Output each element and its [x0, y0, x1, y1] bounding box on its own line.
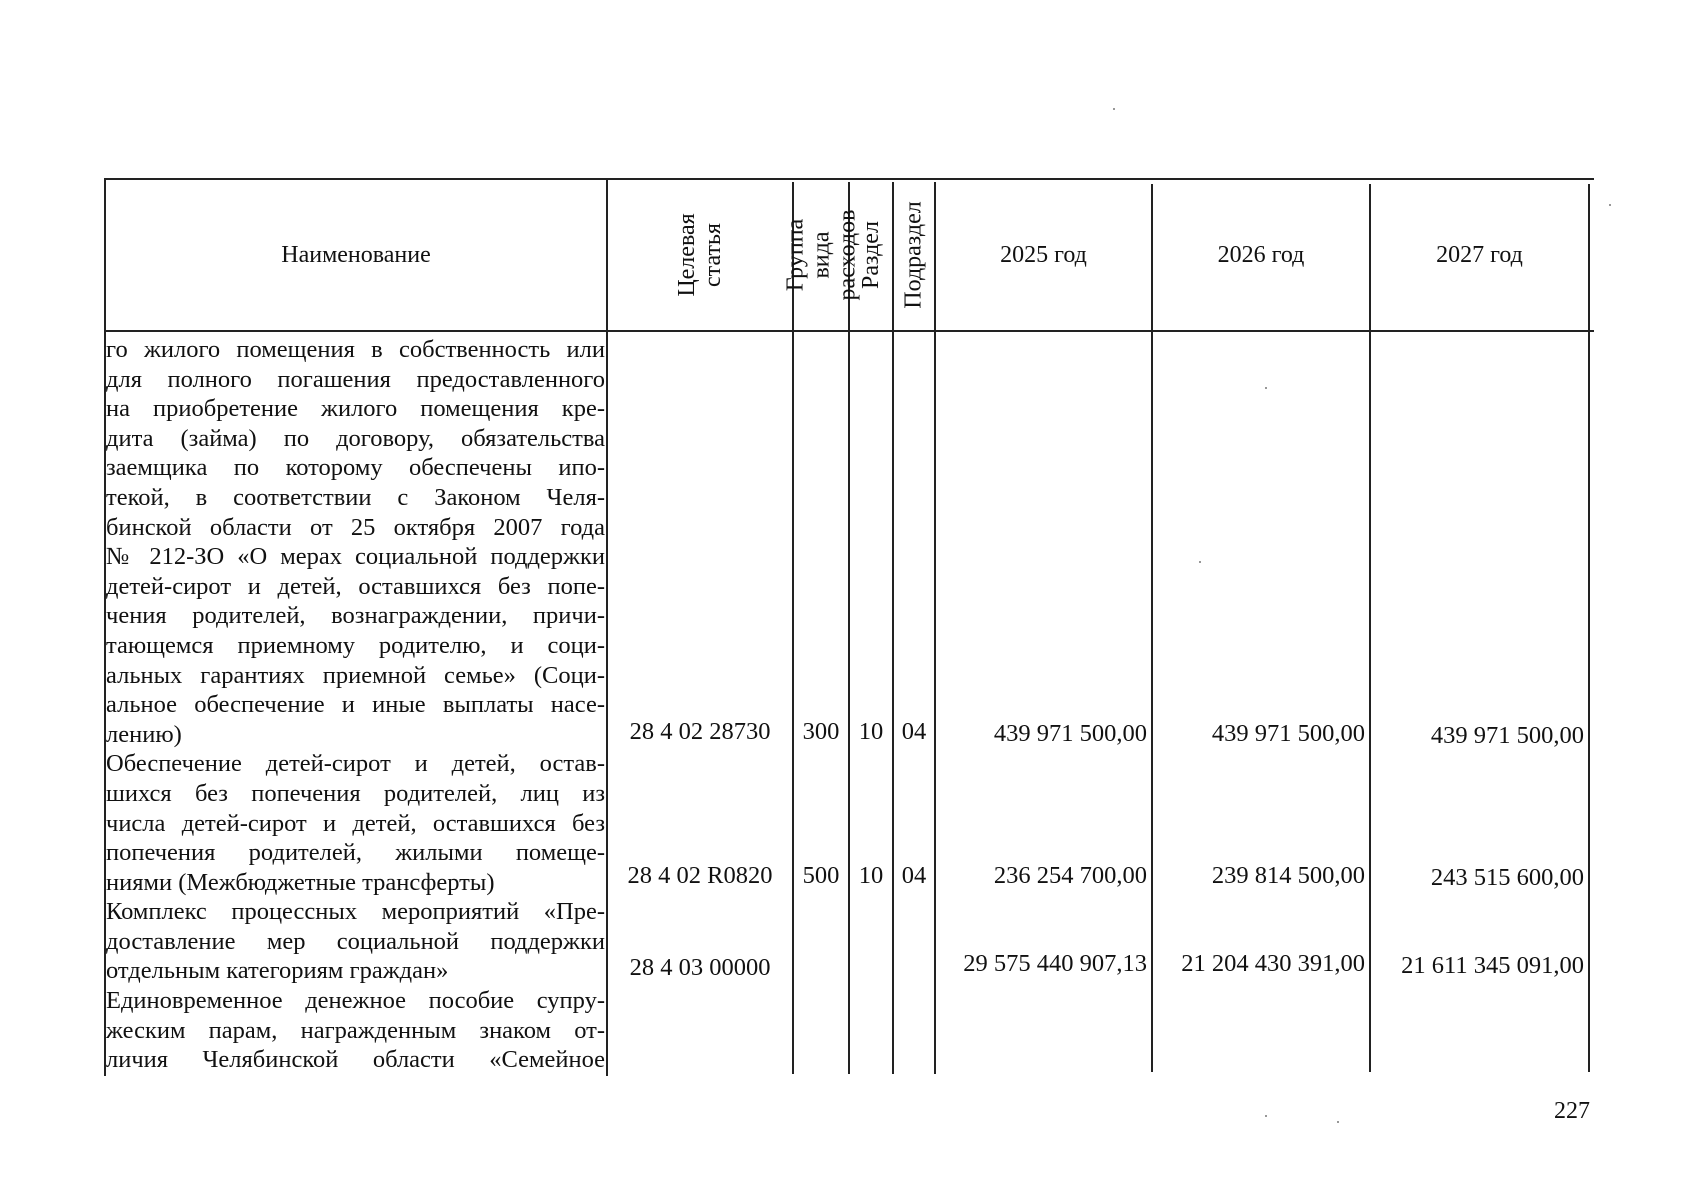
- name-column-text: [106, 335, 605, 1075]
- name-line: детей-сирот и детей, оставшихся без попе-: [106, 572, 605, 600]
- col-border-right: [1588, 184, 1590, 1072]
- name-line: чения родителей, вознаграждении, причи-: [106, 602, 605, 630]
- name-line: для полного погашения предоставленного: [106, 365, 605, 393]
- header-target-article-label: Целевая статья: [674, 213, 726, 297]
- name-line: числа детей-сирот и детей, оставшихся без: [106, 809, 605, 837]
- expense-group-value: 300: [802, 718, 840, 745]
- target-article-value: 28 4 03 00000: [629, 954, 771, 981]
- name-line: попечения родителей, жилыми помеще-: [106, 839, 605, 867]
- header-year-2027-label: 2027 год: [1436, 241, 1523, 268]
- name-line: дита (займа) по договору, обязательства: [106, 424, 605, 452]
- scan-speck: [1199, 561, 1201, 563]
- header-year-2026-label: 2026 год: [1217, 241, 1305, 268]
- name-line: го жилого помещения в собственность или: [106, 336, 605, 363]
- section-value: 10: [858, 862, 884, 889]
- name-line: альное обеспечение и иные выплаты насе-: [106, 691, 605, 719]
- subsection-value: 04: [901, 862, 927, 889]
- section-value: 10: [858, 718, 884, 745]
- expense-group-value: 500: [802, 862, 840, 889]
- name-line: отдельным категориям граждан»: [106, 957, 449, 985]
- name-line: личия Челябинской области «Семейное: [106, 1046, 605, 1074]
- scan-speck: [1265, 1115, 1267, 1117]
- year-2026-value: 439 971 500,00: [1211, 720, 1365, 747]
- header-section: [850, 180, 892, 330]
- year-2027-value: 21 611 345 091,00: [1401, 952, 1584, 979]
- name-line: Комплекс процессных мероприятий «Пре-: [106, 898, 605, 926]
- scan-speck: [1113, 108, 1115, 110]
- name-line: доставление мер социальной поддержки: [106, 927, 605, 955]
- header-year-2026: [1153, 180, 1369, 330]
- header-year-2027: [1371, 180, 1588, 330]
- year-2025-value: 29 575 440 907,13: [963, 950, 1147, 977]
- header-subsection-label: Подраздел: [901, 201, 928, 309]
- subsection-value: 04: [901, 718, 927, 745]
- name-line: жеским парам, награжденным знаком от-: [106, 1016, 605, 1044]
- name-line: № 212-ЗО «О мерах социальной поддержки: [106, 543, 605, 571]
- name-line: шихся без попечения родителей, лиц из: [106, 779, 605, 807]
- name-line: Единовременное денежное пособие супру-: [106, 987, 605, 1015]
- year-2025-value: 439 971 500,00: [993, 720, 1147, 747]
- year-2026-value: 239 814 500,00: [1211, 862, 1365, 889]
- header-name-label: Наименование: [281, 241, 431, 268]
- header-section-label: Раздел: [858, 221, 885, 289]
- target-article-value: 28 4 02 28730: [629, 718, 771, 745]
- name-line: Обеспечение детей-сирот и детей, остав-: [106, 750, 605, 778]
- header-subsection: [894, 180, 934, 330]
- scan-speck: [1337, 1121, 1339, 1123]
- year-2025-value: 236 254 700,00: [993, 862, 1147, 889]
- target-article-value: 28 4 02 R0820: [627, 862, 773, 889]
- year-2027-value: 243 515 600,00: [1430, 864, 1584, 891]
- name-line: заемщика по которому обеспечены ипо-: [106, 454, 605, 482]
- name-line: тающемся приемному родителю, и соци-: [106, 631, 605, 659]
- year-2027-value: 439 971 500,00: [1430, 722, 1584, 749]
- year-2026-value: 21 204 430 391,00: [1181, 950, 1365, 977]
- scan-speck: [1609, 204, 1611, 206]
- name-line: лению): [106, 720, 182, 748]
- header-name: [106, 180, 606, 330]
- header-expense-group: [782, 180, 861, 330]
- name-line: альных гарантиях приемной семье» (Соци-: [106, 661, 605, 689]
- name-line: ниями (Межбюджетные трансферты): [106, 868, 495, 896]
- name-line: текой, в соответствии с Законом Челя-: [106, 483, 605, 511]
- header-year-2025: [936, 180, 1151, 330]
- page-number: 227: [1554, 1098, 1590, 1124]
- header-target-article: [608, 180, 792, 330]
- header-year-2025-label: 2025 год: [1000, 241, 1087, 268]
- scan-speck: [1265, 387, 1267, 389]
- name-line: на приобретение жилого помещения кре-: [106, 395, 605, 423]
- name-line: бинской области от 25 октября 2007 года: [106, 513, 605, 541]
- header-expense-group-label: Группа вида расходов: [782, 209, 861, 301]
